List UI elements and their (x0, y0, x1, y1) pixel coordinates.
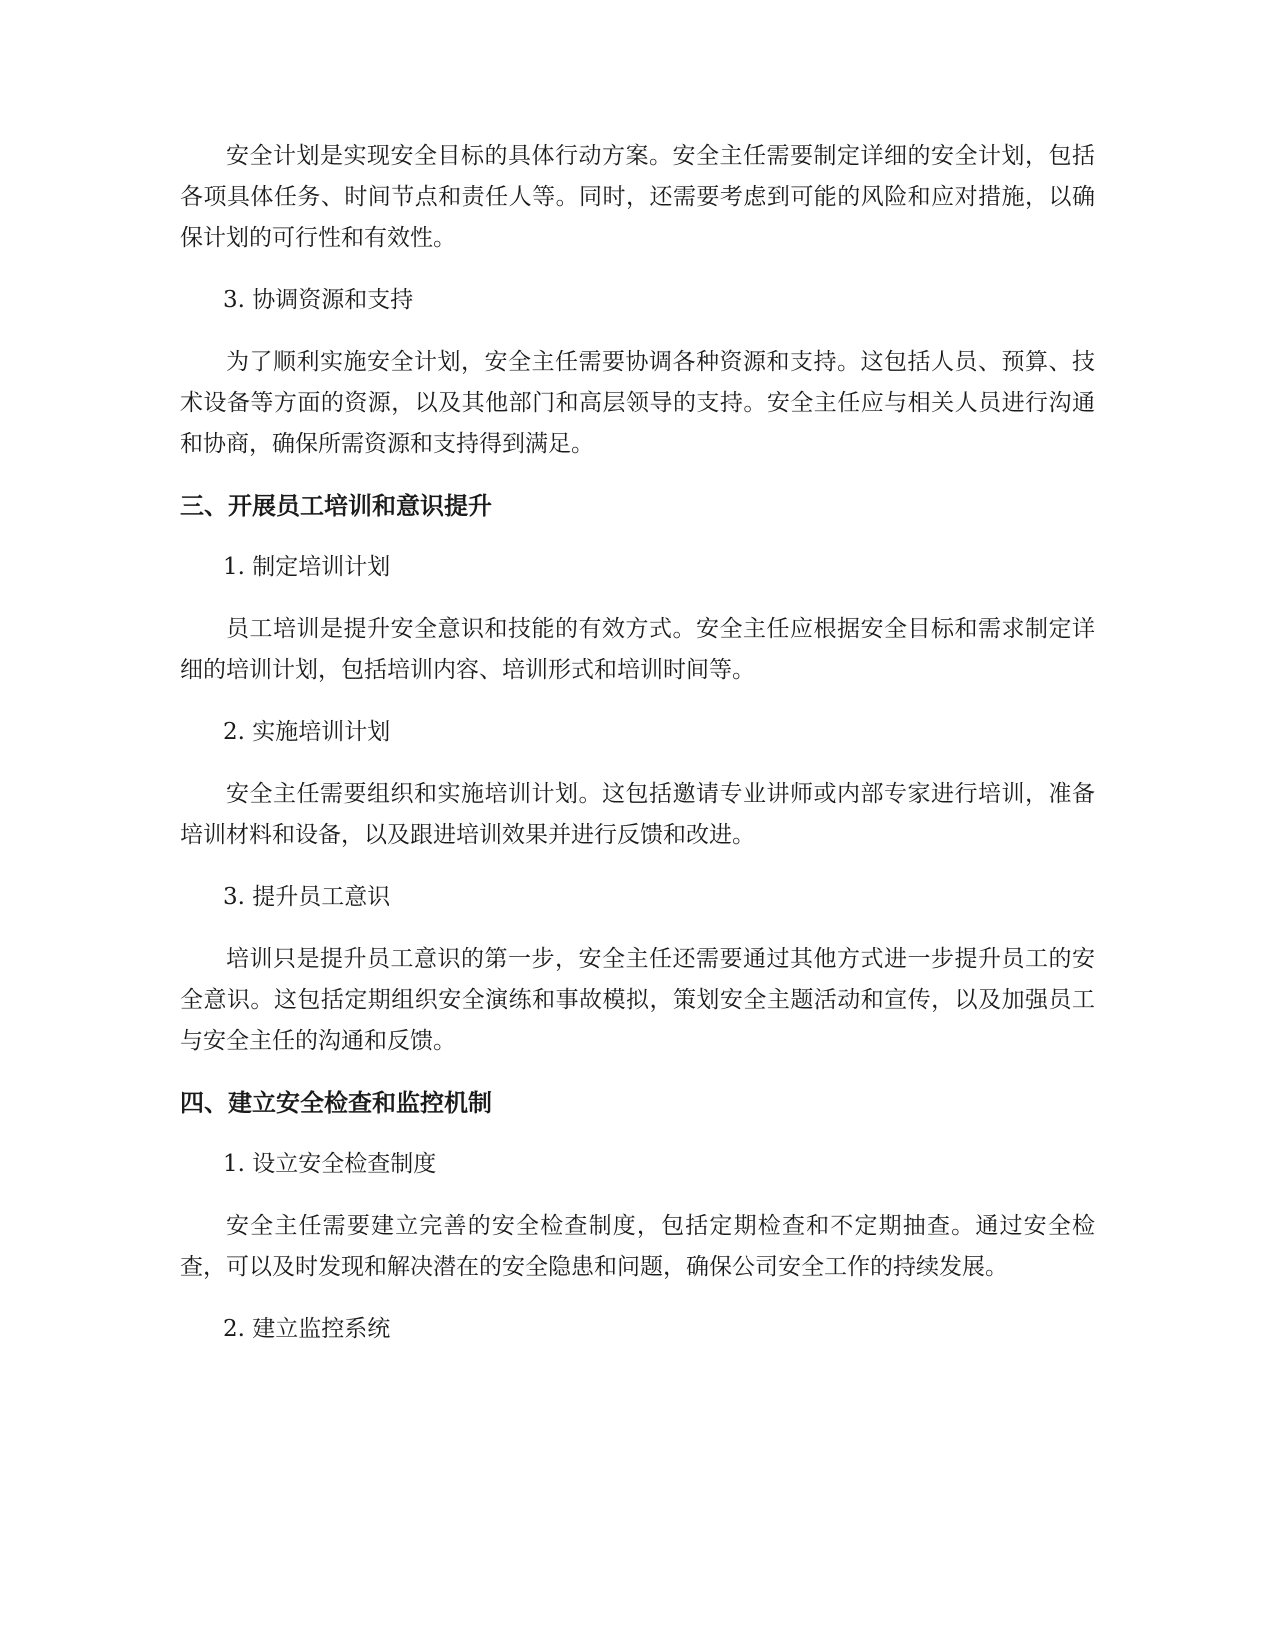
list-item-raise-awareness: 3. 提升员工意识 (223, 884, 391, 910)
list-item-coordinate-resources: 3. 协调资源和支持 (223, 287, 414, 313)
list-item-monitoring-system: 2. 建立监控系统 (223, 1316, 391, 1342)
paragraph-inspection-system: 安全主任需要建立完善的安全检查制度，包括定期检查和不定期抽查。通过安全检查，可以及时发现和解决潜在的安全隐患和问题，确保公司安全工作的持续发展。 (180, 1213, 1095, 1280)
list-item-inspection-system: 1. 设立安全检查制度 (223, 1151, 437, 1177)
paragraph-make-training-plan: 员工培训是提升安全意识和技能的有效方式。安全主任应根据安全目标和需求制定详细的培训计划，包括培训内容、培训形式和培训时间等。 (180, 616, 1095, 683)
paragraph-implement-training: 安全主任需要组织和实施培训计划。这包括邀请专业讲师或内部专家进行培训，准备培训材料和设备，以及跟进培训效果并进行反馈和改进。 (180, 781, 1095, 848)
list-item-implement-training: 2. 实施培训计划 (223, 719, 391, 745)
paragraph-coordinate-resources: 为了顺利实施安全计划，安全主任需要协调各种资源和支持。这包括人员、预算、技术设备等方面的资源，以及其他部门和高层领导的支持。安全主任应与相关人员进行沟通和协商，确保所需资源和支持得到满足。 (180, 349, 1095, 457)
list-item-make-training-plan: 1. 制定培训计划 (223, 554, 391, 580)
section-heading-training: 三、开展员工培训和意识提升 (180, 492, 492, 520)
paragraph-safety-plan: 安全计划是实现安全目标的具体行动方案。安全主任需要制定详细的安全计划，包括各项具体任务、时间节点和责任人等。同时，还需要考虑到可能的风险和应对措施，以确保计划的可行性和有效性。 (180, 143, 1095, 251)
paragraph-raise-awareness: 培训只是提升员工意识的第一步，安全主任还需要通过其他方式进一步提升员工的安全意识。这包括定期组织安全演练和事故模拟，策划安全主题活动和宣传，以及加强员工与安全主任的沟通和反馈。 (180, 946, 1095, 1054)
document-page (180, 136, 1095, 1371)
section-heading-inspection: 四、建立安全检查和监控机制 (180, 1089, 492, 1117)
